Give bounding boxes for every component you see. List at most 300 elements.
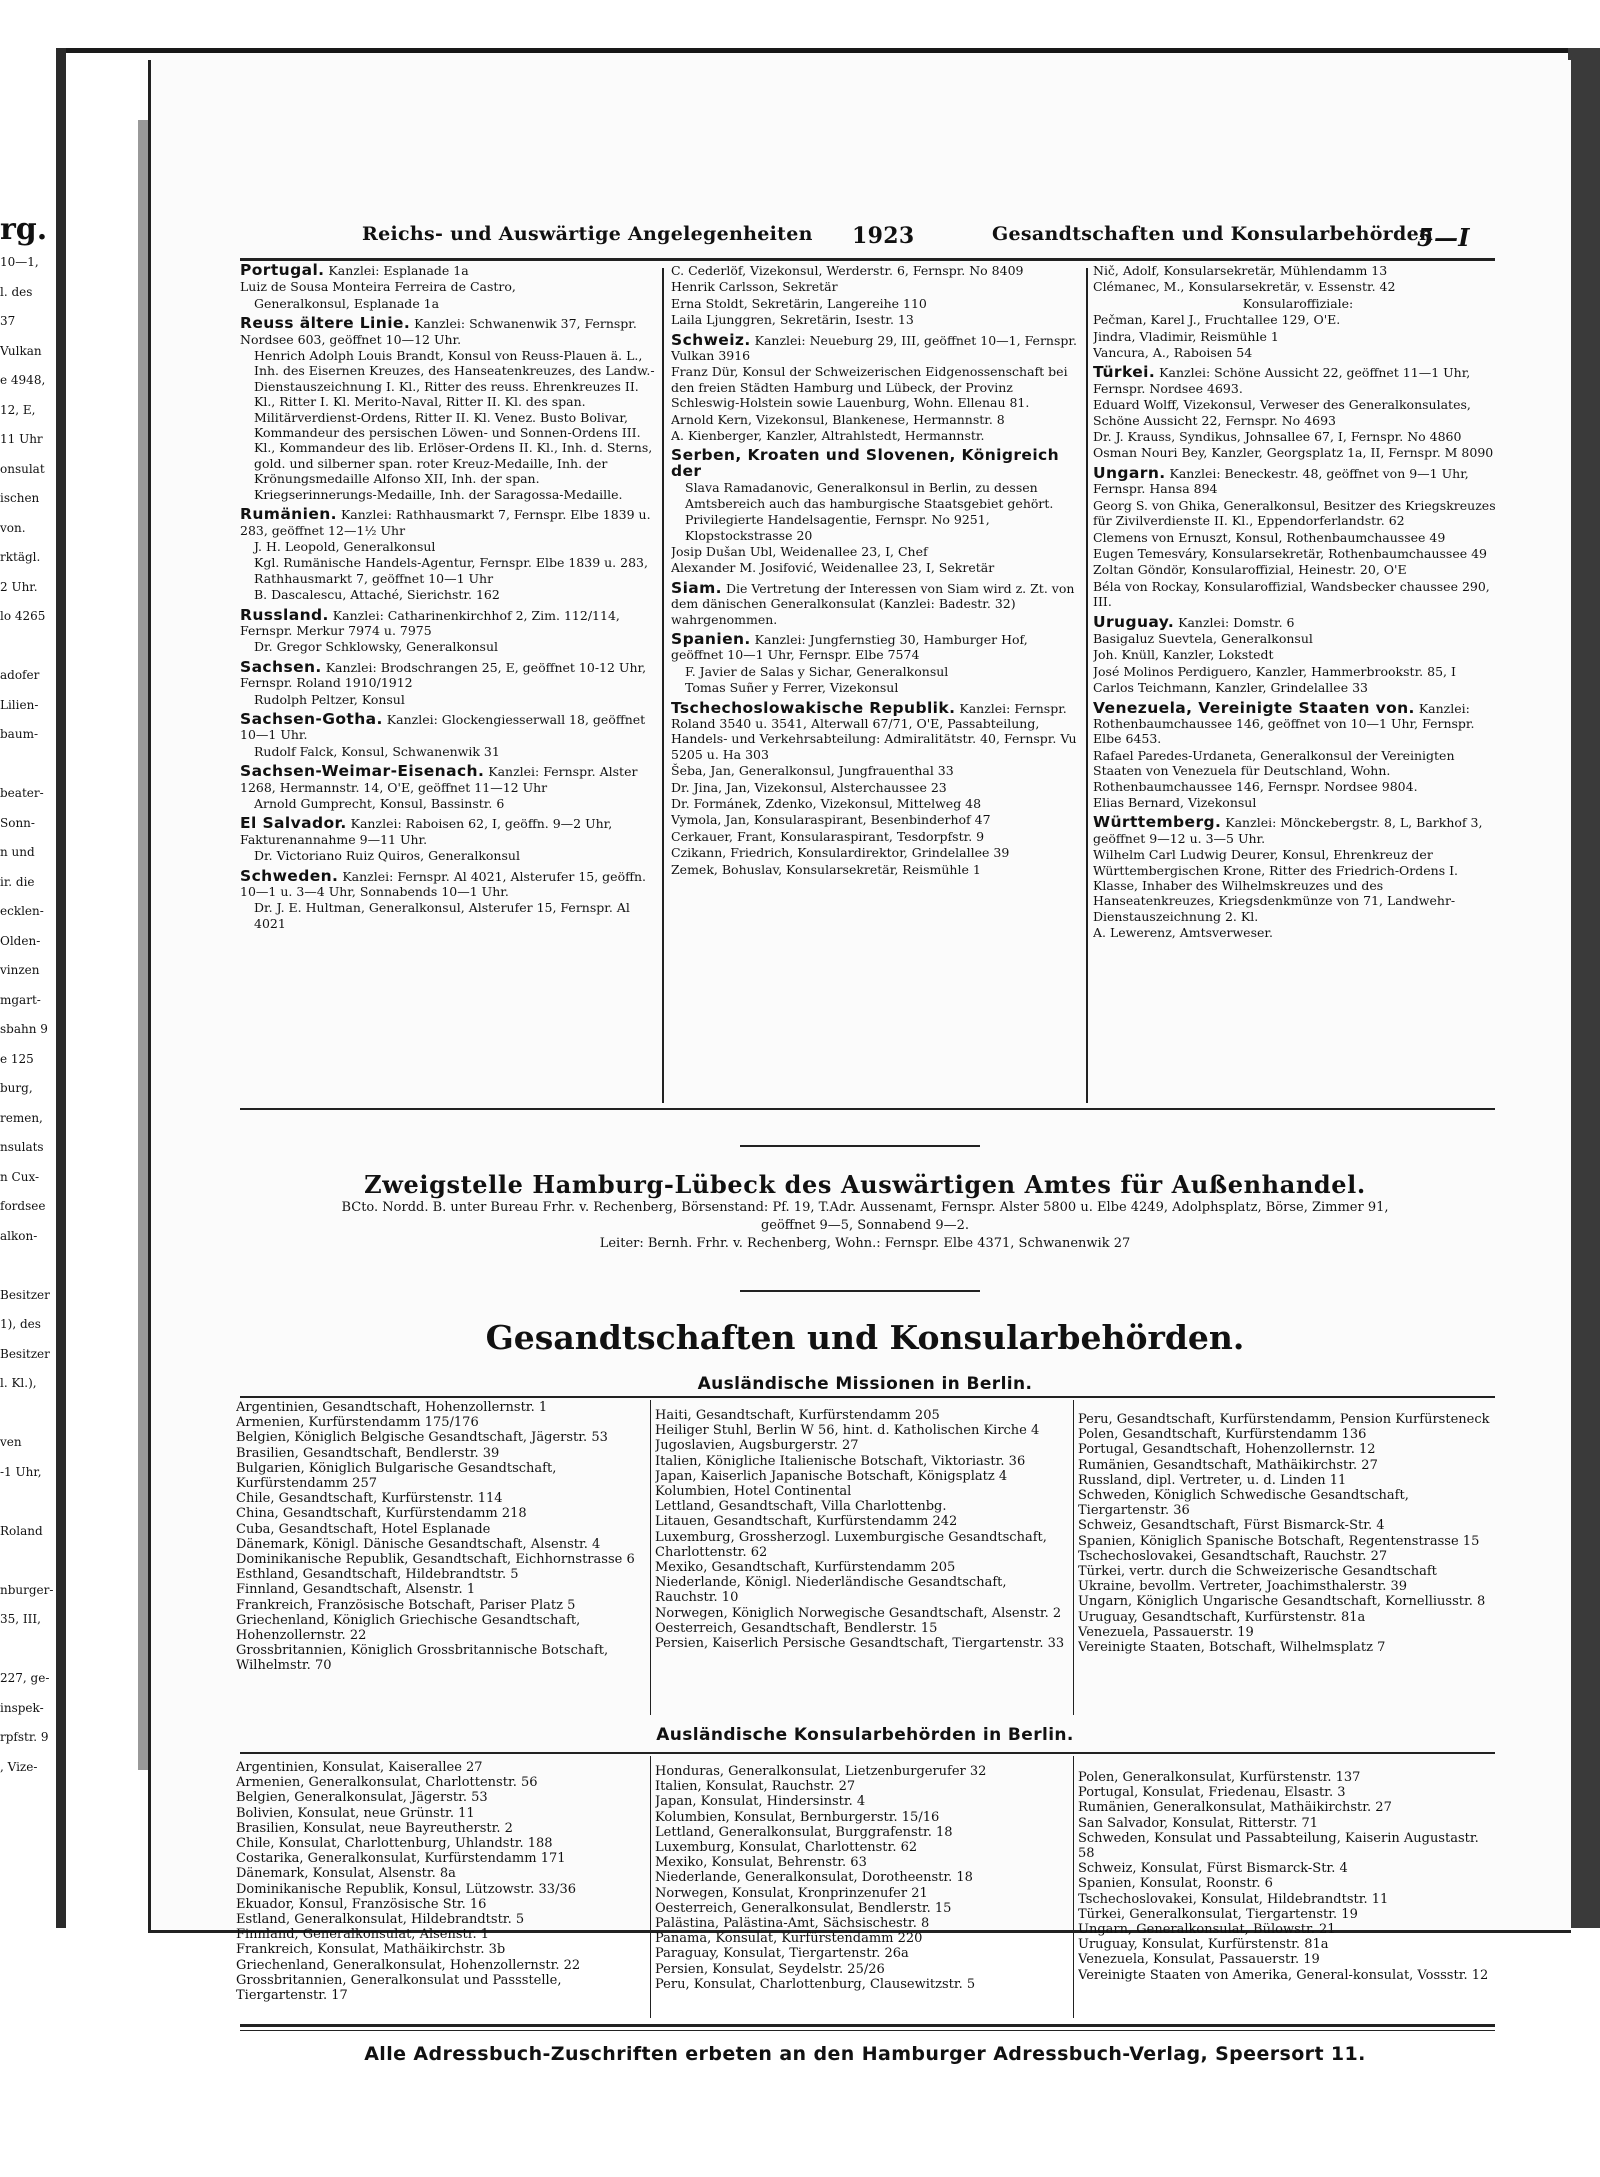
entry-text: Kanzlei: Rathhausmarkt 7, Fernspr. Elbe 1839 u. 283, geöffnet 12—1½ Uhr	[240, 507, 651, 538]
directory-entry	[240, 816, 655, 847]
mission-entry: Jugoslavien, Augsburgerstr. 27	[655, 1438, 859, 1454]
entry-text: Basigaluz Suevtela, Generalkonsul	[1093, 630, 1313, 646]
entry-text: Eduard Wolff, Vizekonsul, Verweser des Generalkonsulates, Schöne Aussicht 22, Fernspr. No 4693	[1093, 397, 1471, 428]
mission-entry: Schweden, Königlich Schwedische Gesandtschaft, Tiergartenstr. 36	[1078, 1488, 1409, 1519]
entry-text: Rafael Paredes-Urdaneta, Generalkonsul der Vereinigten Staaten von Venezuela für Deutschland, Wohn. Rothenbaumchaussee 146, Fernspr. Nordsee 9804.	[1093, 747, 1455, 794]
directory-entry	[1093, 612, 1503, 631]
konsular-column-3	[1078, 1770, 1493, 2030]
konsular-entry: Türkei, Generalkonsulat, Tiergartenstr. 19	[1078, 1906, 1358, 1922]
mission-entry: Belgien, Königlich Belgische Gesandtschaft, Jägerstr. 53	[236, 1430, 608, 1446]
strip-fragment: Olden-	[0, 933, 41, 948]
directory-entry	[671, 512, 1081, 543]
entry-text: José Molinos Perdiguero, Kanzler, Hammerbrookstr. 85, I	[1093, 663, 1456, 679]
entry-heading: Venezuela, Vereinigte Staaten von.	[1093, 698, 1415, 717]
column-divider	[1086, 268, 1088, 1103]
directory-entry	[671, 629, 1081, 663]
strip-fragment: beater-	[0, 786, 44, 800]
strip-fragment	[0, 1494, 60, 1524]
strip-fragment: e 4948,	[0, 373, 46, 387]
entry-text: B. Dascalescu, Attaché, Sierichstr. 162	[254, 587, 500, 603]
entry-text: Kanzlei: Schwanenwik 37, Fernspr. Nordsee 603, geöffnet 10—12 Uhr.	[240, 316, 637, 347]
konsular-entry: Dominikanische Republik, Konsul, Lützowstr. 33/36	[236, 1881, 576, 1897]
mission-entry: Vereinigte Staaten, Botschaft, Wilhelmsplatz 7	[1078, 1640, 1386, 1656]
directory-entry	[1093, 397, 1503, 428]
directory-entry	[671, 296, 1081, 311]
entry-text: Die Vertretung der Interessen von Siam wird z. Zt. von dem dänischen Generalkonsulat (Kanzlei: Badestr. 32) wahrgenommen.	[671, 580, 1075, 627]
mission-entry: Niederlande, Königl. Niederländische Gesandtschaft, Rauchstr. 10	[655, 1575, 1007, 1606]
strip-fragment	[0, 757, 60, 787]
directory-entry	[1093, 312, 1503, 327]
entry-heading: Sachsen-Gotha.	[240, 709, 383, 728]
entry-text: Kanzlei: Mönckebergstr. 8, L, Barkhof 3, geöffnet 9—12 u. 3—5 Uhr.	[1093, 815, 1483, 846]
strip-fragment: Roland	[0, 1523, 43, 1538]
directory-entry	[1093, 329, 1503, 344]
konsular-entry: Norwegen, Konsulat, Kronprinzenufer 21	[655, 1885, 928, 1901]
strip-fragment: 35, III,	[0, 1612, 41, 1626]
mission-entry: Peru, Gesandtschaft, Kurfürstendamm, Pension Kurfürsteneck	[1078, 1412, 1490, 1427]
strip-fragment: -1 Uhr,	[0, 1464, 42, 1479]
strip-fragment: e 125	[0, 1051, 34, 1066]
konsular-entry: Venezuela, Konsulat, Passauerstr. 19	[1078, 1952, 1320, 1968]
directory-entry	[1093, 579, 1503, 610]
entry-text: Czikann, Friedrich, Konsulardirektor, Grindelallee 39	[671, 845, 1010, 861]
directory-entry	[1093, 664, 1503, 679]
strip-fragment: vinzen	[0, 963, 40, 977]
konsular-entry: Persien, Konsulat, Seydelstr. 25/26	[655, 1961, 885, 1977]
directory-entry	[671, 698, 1081, 763]
entry-text: Rudolf Falck, Konsul, Schwanenwik 31	[254, 743, 500, 759]
directory-entry	[671, 544, 1081, 559]
directory-entry	[240, 539, 655, 554]
short-rule	[740, 1290, 980, 1292]
missions-subtitle: Ausländische Missionen in Berlin.	[697, 1374, 1033, 1394]
mission-entry: Uruguay, Gesandtschaft, Kurfürstenstr. 81a	[1078, 1609, 1366, 1625]
entry-heading: Sachsen-Weimar-Eisenach.	[240, 762, 485, 781]
konsular-entry: Griechenland, Generalkonsulat, Hohenzollernstr. 22	[236, 1957, 581, 1973]
directory-entry	[240, 744, 655, 759]
directory-entry	[1093, 815, 1503, 846]
strip-fragment: sbahn 9	[0, 1022, 48, 1036]
konsular-entry: Italien, Konsulat, Rauchstr. 27	[655, 1779, 856, 1795]
entry-text: Zemek, Bohuslav, Konsularsekretär, Reismühle 1	[671, 861, 981, 877]
entry-text: Dr. Victoriano Ruiz Quiros, Generalkonsul	[254, 848, 520, 864]
entry-heading: Württemberg.	[1093, 813, 1222, 832]
entry-text: Konsularoffiziale:	[1242, 295, 1354, 311]
konsular-entry: Uruguay, Konsulat, Kurfürstenstr. 81a	[1078, 1937, 1329, 1953]
strip-fragment: alkon-	[0, 1228, 38, 1243]
entry-text: Dr. J. E. Hultman, Generalkonsul, Alsterufer 15, Fernspr. Al 4021	[254, 900, 630, 931]
directory-entry	[240, 848, 655, 863]
entry-heading: Serben, Kroaten und Slovenen, Königreich der	[671, 446, 1060, 480]
konsular-entry: Costarika, Generalkonsulat, Kurfürstendamm 171	[236, 1851, 566, 1867]
entry-text: Dr. Gregor Schklowsky, Generalkonsul	[254, 639, 499, 655]
strip-fragment: fordsee	[0, 1199, 46, 1213]
directory-entry	[1093, 647, 1503, 662]
strip-fragment: ischen	[0, 491, 40, 505]
directory-entry	[240, 764, 655, 795]
column-left	[240, 263, 655, 1113]
strip-fragment	[0, 1406, 60, 1436]
strip-fragment: ecklen-	[0, 904, 44, 918]
directory-entry	[240, 279, 655, 294]
entry-text: Kanzlei: Raboisen 62, I, geöffn. 9—2 Uhr, Fakturenannahme 9—11 Uhr.	[240, 816, 613, 847]
mission-entry: Japan, Kaiserlich Japanische Botschaft, Königsplatz 4	[655, 1468, 1008, 1484]
konsular-entry: Grossbritannien, Generalkonsulat und Passstelle, Tiergartenstr. 17	[236, 1972, 562, 2004]
strip-fragment: ir. die	[0, 874, 35, 889]
entry-text: Carlos Teichmann, Kanzler, Grindelallee 33	[1093, 680, 1368, 696]
directory-entry	[1093, 631, 1503, 646]
directory-entry	[240, 348, 655, 502]
entry-heading: Sachsen.	[240, 657, 322, 676]
mission-entry: Brasilien, Gesandtschaft, Bendlerstr. 39	[236, 1445, 500, 1461]
strip-fragment	[0, 1642, 60, 1672]
entry-text: Erna Stoldt, Sekretärin, Langereihe 110	[671, 295, 927, 311]
directory-entry	[1093, 546, 1503, 561]
strip-fragment: onsulat	[0, 461, 45, 476]
strip-fragment: 2 Uhr.	[0, 579, 38, 594]
entry-heading: Rumänien.	[240, 505, 337, 524]
directory-entry	[671, 763, 1081, 778]
publisher-advert: Alle Adressbuch-Zuschriften erbeten an den Hamburger Adressbuch-Verlag, Speersort 11.	[364, 2043, 1366, 2065]
mission-entry: Grossbritannien, Königlich Grossbritannische Botschaft, Wilhelmstr. 70	[236, 1643, 609, 1674]
entry-text: Kanzlei: Catharinenkirchhof 2, Zim. 112/114, Fernspr. Merkur 7974 u. 7975	[240, 607, 620, 638]
directory-entry	[1093, 296, 1503, 311]
directory-entry	[1093, 795, 1503, 810]
konsular-entry: Kolumbien, Konsulat, Bernburgerstr. 15/16	[655, 1809, 940, 1825]
header-section-title: Reichs- und Auswärtige Angelegenheiten	[362, 223, 813, 245]
entry-text: Elias Bernard, Vizekonsul	[1093, 795, 1257, 810]
directory-entry	[671, 364, 1081, 410]
konsular-entry: Palästina, Palästina-Amt, Sächsischestr. 8	[655, 1916, 930, 1932]
adjacent-page-strip	[0, 210, 60, 1890]
mission-entry: China, Gesandtschaft, Kurfürstendamm 218	[236, 1506, 527, 1522]
missions-column-1	[236, 1400, 646, 1710]
mission-entry: Litauen, Gesandtschaft, Kurfürstendamm 242	[655, 1514, 958, 1530]
mission-entry: Argentinien, Gesandtschaft, Hohenzollernstr. 1	[236, 1400, 548, 1415]
mission-entry: Lettland, Gesandtschaft, Villa Charlottenbg.	[655, 1499, 947, 1515]
directory-entry	[1093, 345, 1503, 360]
directory-entry	[671, 279, 1081, 294]
mission-entry: Schweiz, Gesandtschaft, Fürst Bismarck-Str. 4	[1078, 1518, 1385, 1534]
entry-text: Kanzlei: Fernspr. Al 4021, Alsterufer 15, geöffn. 10—1 u. 3—4 Uhr, Sonnabends 10—1 Uhr.	[240, 868, 647, 900]
column-divider	[662, 268, 664, 1103]
entry-text: Laila Ljunggren, Sekretärin, Isestr. 13	[671, 312, 914, 328]
konsular-entry: Mexiko, Konsulat, Behrenstr. 63	[655, 1855, 867, 1871]
directory-entry	[240, 263, 655, 278]
strip-fragment: ven	[0, 1435, 22, 1449]
main-title: Gesandtschaften und Konsularbehörden.	[485, 1318, 1245, 1357]
entry-text: Vymola, Jan, Konsularaspirant, Besenbinderhof 47	[671, 812, 991, 828]
konsular-entry: Armenien, Generalkonsulat, Charlottenstr. 56	[236, 1775, 538, 1791]
konsular-entry: Ungarn, Generalkonsulat, Bülowstr. 21	[1078, 1922, 1336, 1938]
header-rule	[240, 258, 1495, 261]
entry-text: Zoltan Göndör, Konsularoffizial, Heinestr. 20, O'E	[1093, 562, 1407, 578]
konsular-entry: Portugal, Konsulat, Friedenau, Elsastr. 3	[1078, 1785, 1346, 1801]
directory-entry	[1093, 279, 1503, 294]
directory-entry	[671, 560, 1081, 575]
mission-entry: Tschechoslovakei, Gesandtschaft, Rauchstr. 27	[1078, 1548, 1388, 1564]
konsular-entry: Belgien, Generalkonsulat, Jägerstr. 53	[236, 1790, 488, 1806]
entry-text: Alexander M. Josifović, Weidenallee 23, I, Sekretär	[671, 560, 995, 576]
mission-entry: Haiti, Gesandtschaft, Kurfürstendamm 205	[655, 1408, 940, 1423]
entry-text: Clemens von Ernuszt, Konsul, Rothenbaumchaussee 49	[1093, 529, 1446, 545]
section-rule	[240, 1108, 1495, 1110]
directory-entry	[671, 680, 1081, 695]
konsular-entry: Tschechoslovakei, Konsulat, Hildebrandtstr. 11	[1078, 1891, 1389, 1907]
short-rule	[740, 1145, 980, 1147]
strip-fragment: , Vize-	[0, 1759, 38, 1774]
strip-fragment: von.	[0, 520, 26, 535]
directory-entry	[1093, 429, 1503, 444]
directory-entry	[671, 780, 1081, 795]
konsular-entry: Vereinigte Staaten von Amerika, General-konsulat, Vossstr. 12	[1078, 1967, 1489, 1983]
entry-text: Kanzlei: Glockengiesserwall 18, geöffnet 10—1 Uhr.	[240, 711, 646, 743]
directory-entry	[671, 312, 1081, 327]
entry-text: J. H. Leopold, Generalkonsul	[254, 538, 436, 554]
column-divider	[1073, 1400, 1074, 1715]
strip-fragment: 37	[0, 314, 16, 328]
konsular-entry: Niederlande, Generalkonsulat, Dorotheenstr. 18	[655, 1870, 973, 1886]
mission-entry: Kolumbien, Hotel Continental	[655, 1484, 852, 1500]
directory-entry	[1093, 680, 1503, 695]
strip-fragment: rktägl.	[0, 550, 41, 564]
entry-text: Kanzlei: Rothenbaumchaussee 146, geöffnet von 10—1 Uhr, Fernspr. Elbe 6453.	[1093, 700, 1475, 747]
mission-entry: Russland, dipl. Vertreter, u. d. Linden 11	[1078, 1472, 1347, 1488]
section-rule	[240, 1396, 1495, 1398]
konsular-entry: Luxemburg, Konsulat, Charlottenstr. 62	[655, 1840, 918, 1856]
mission-entry: Portugal, Gesandtschaft, Hohenzollernstr. 12	[1078, 1442, 1376, 1458]
header-chapter-title: Gesandtschaften und Konsularbehörden	[992, 223, 1434, 245]
footer-rule-thin	[240, 2030, 1495, 2031]
entry-heading: Schweiz.	[671, 330, 751, 349]
konsular-entry: Paraguay, Konsulat, Tiergartenstr. 26a	[655, 1946, 909, 1962]
konsular-entry: Bolivien, Konsulat, neue Grünstr. 11	[236, 1805, 475, 1821]
mission-entry: Chile, Gesandtschaft, Kurfürstenstr. 114	[236, 1491, 503, 1507]
strip-fragment: Vulkan	[0, 343, 42, 358]
konsular-entry: Lettland, Generalkonsulat, Burggrafenstr. 18	[655, 1824, 953, 1840]
directory-entry	[671, 578, 1081, 627]
entry-text: C. Cederlöf, Vizekonsul, Werderstr. 6, Fernspr. No 8409	[671, 263, 1024, 278]
entry-text: Wilhelm Carl Ludwig Deurer, Konsul, Ehrenkreuz der Württembergischen Krone, Ritter des Friedrich-Ordens I. Klasse, Inhaber des Wilhelmskreuzes und des Hanseatenkreuzes, Kriegsdenkmünze von 71, Landwehr-Dienstauszeichnung 2. Kl.	[1093, 847, 1459, 924]
directory-entry	[671, 263, 1081, 278]
entry-text: Privilegierte Handelsagentie, Fernspr. No 9251, Klopstockstrasse 20	[685, 512, 990, 543]
entry-text: Clémanec, M., Konsularsekretär, v. Essenstr. 42	[1093, 279, 1396, 295]
konsular-entry: Oesterreich, Generalkonsulat, Bendlerstr. 15	[655, 1900, 952, 1916]
strip-fragment: l. Kl.),	[0, 1376, 37, 1390]
konsular-subtitle: Ausländische Konsularbehörden in Berlin.	[656, 1725, 1074, 1745]
strip-fragment: Besitzer	[0, 1287, 50, 1302]
mission-entry: Luxemburg, Grossherzogl. Luxemburgische Gesandtschaft, Charlottenstr. 62	[655, 1529, 1047, 1560]
directory-entry	[240, 657, 655, 691]
directory-entry	[240, 692, 655, 707]
directory-entry	[671, 845, 1081, 860]
strip-fragment: 1), des	[0, 1317, 41, 1331]
directory-entry	[240, 296, 655, 311]
entry-heading: Tschechoslowakische Republik.	[671, 698, 956, 717]
mission-entry: Ukraine, bevollm. Vertreter, Joachimsthalerstr. 39	[1078, 1579, 1408, 1595]
entry-text: Henrik Carlsson, Sekretär	[671, 279, 838, 295]
directory-entry	[1093, 530, 1503, 545]
strip-fragment: Besitzer	[0, 1346, 50, 1361]
konsular-entry: Dänemark, Konsulat, Alsenstr. 8a	[236, 1866, 456, 1882]
konsular-entry: Estland, Generalkonsulat, Hildebrandtstr. 5	[236, 1912, 525, 1928]
entry-text: A. Lewerenz, Amtsverweser.	[1093, 925, 1273, 941]
entry-heading: Schweden.	[240, 866, 339, 885]
strip-fragment: remen,	[0, 1110, 43, 1125]
entry-text: Arnold Gumprecht, Konsul, Bassinstr. 6	[254, 796, 505, 811]
directory-entry	[671, 812, 1081, 827]
strip-fragment: 12, E,	[0, 402, 36, 417]
entry-text: F. Javier de Salas y Sichar, Generalkonsul	[685, 663, 949, 679]
mission-entry: Dominikanische Republik, Gesandtschaft, Eichhornstrasse 6	[236, 1552, 635, 1568]
column-right	[1093, 263, 1503, 1113]
mission-entry: Bulgarien, Königlich Bulgarische Gesandtschaft, Kurfürstendamm 257	[236, 1460, 557, 1492]
directory-entry	[1093, 925, 1503, 940]
entry-text: Pečman, Karel J., Fruchtallee 129, O'E.	[1093, 312, 1341, 328]
strip-fragment: n und	[0, 845, 35, 859]
entry-text: Cerkauer, Frant, Konsularaspirant, Tesdorpfstr. 9	[671, 828, 985, 844]
entry-heading: Spanien.	[671, 629, 751, 648]
mission-entry: Frankreich, Französische Botschaft, Pariser Platz 5	[236, 1597, 576, 1613]
directory-entry	[1093, 263, 1503, 278]
directory-entry	[240, 796, 655, 811]
entry-text: Kanzlei: Esplanade 1a	[324, 263, 469, 278]
strip-fragment: Sonn-	[0, 815, 35, 830]
directory-entry	[240, 866, 655, 900]
entry-heading: Ungarn.	[1093, 463, 1166, 482]
column-divider	[650, 1400, 651, 1715]
entry-text: Luiz de Sousa Monteira Ferreira de Castro,	[240, 279, 516, 295]
directory-entry	[671, 480, 1081, 511]
strip-fragment: baum-	[0, 727, 38, 741]
scan-top-border	[56, 48, 1600, 53]
directory-entry	[240, 555, 655, 586]
directory-entry	[1093, 445, 1503, 460]
directory-entry	[671, 412, 1081, 427]
directory-entry	[1093, 562, 1503, 577]
directory-entry	[1093, 698, 1503, 747]
strip-fragment: adofer	[0, 668, 40, 682]
zweigstelle-leader: Leiter: Bernh. Frhr. v. Rechenberg, Wohn.: Fernspr. Elbe 4371, Schwanenwik 27	[599, 1236, 1131, 1251]
footer-rule	[240, 2024, 1495, 2027]
strip-fragment: n Cux-	[0, 1169, 40, 1184]
konsular-entry: Argentinien, Konsulat, Kaiserallee 27	[236, 1760, 483, 1775]
strip-fragment: Lilien-	[0, 697, 39, 712]
konsular-entry: Japan, Konsulat, Hindersinstr. 4	[655, 1794, 866, 1810]
strip-fragment	[0, 1553, 60, 1583]
konsular-entry: Frankreich, Konsulat, Mathäikirchstr. 3b	[236, 1942, 506, 1958]
entry-heading: Uruguay.	[1093, 612, 1175, 631]
strip-fragment	[0, 639, 60, 669]
column-divider	[650, 1756, 651, 2018]
directory-entry	[240, 507, 655, 538]
entry-text: Dr. Formánek, Zdenko, Vizekonsul, Mittelweg 48	[671, 796, 982, 811]
konsular-entry: Rumänien, Generalkonsulat, Mathäikirchstr. 27	[1078, 1800, 1392, 1816]
mission-entry: Heiliger Stuhl, Berlin W 56, hint. d. Katholischen Kirche 4	[655, 1423, 1040, 1439]
entry-text: Kanzlei: Fernspr. Alster 1268, Hermannstr. 14, O'E, geöffnet 11—12 Uhr	[240, 764, 638, 795]
mission-entry: Polen, Gesandtschaft, Kurfürstendamm 136	[1078, 1427, 1367, 1443]
directory-entry	[240, 316, 655, 347]
running-header	[212, 223, 1487, 255]
konsular-entry: Ekuador, Konsul, Französische Str. 16	[236, 1896, 487, 1912]
entry-text: Henrich Adolph Louis Brandt, Konsul von Reuss-Plauen ä. L., Inh. des Eisernen Kreuzes, des Hanseatenkreuzes, des Landw.-Dienstauszeichnung I. Kl., Ritter des reuss. Ehrenkreuzes II. Kl., Ritter I. Kl. Merito-Naval, Ritter II. Kl. des span. Militärverdienst-Ordens, Ritter II. Kl. Venez. Busto Bolivar, Kommandeur des persischen Löwen- und Sonnen-Ordens III. Kl., Kommandeur des lib. Erlöser-Ordens II. Kl., Inh. d. Sterns, gold. und silberner span. roter Kreuz-Medaille, Inh. der Krönungsmedaille Alfonso XII, Inh. der span. Kriegserinnerungs-Medaille, Inh. der Saragossa-Medaille.	[254, 348, 655, 502]
entry-text: A. Kienberger, Kanzler, Altrahlstedt, Hermannstr.	[671, 428, 985, 444]
mission-entry: Armenien, Kurfürstendamm 175/176	[236, 1415, 479, 1431]
entry-text: Josip Dušan Ubl, Weidenallee 23, I, Chef	[671, 543, 928, 559]
directory-entry	[671, 664, 1081, 679]
mission-entry: Dänemark, Königl. Dänische Gesandtschaft, Alsenstr. 4	[236, 1536, 601, 1552]
strip-fragment: nsulats	[0, 1140, 44, 1154]
entry-text: Slava Ramadanovic, Generalkonsul in Berlin, zu dessen Amtsbereich auch das hamburgische Staatsgebiet gehört.	[685, 480, 1054, 511]
konsular-column-2	[655, 1764, 1070, 2024]
directory-entry	[1093, 463, 1503, 497]
entry-text: Kgl. Rumänische Handels-Agentur, Fernspr. Elbe 1839 u. 283, Rathhausmarkt 7, geöffnet 10—1 Uhr	[254, 555, 648, 586]
mission-entry: Rumänien, Gesandtschaft, Mathäikirchstr. 27	[1078, 1457, 1378, 1473]
mission-entry: Esthland, Gesandtschaft, Hildebrandtstr. 5	[236, 1567, 519, 1583]
entry-text: Kanzlei: Brodschrangen 25, E, geöffnet 10-12 Uhr, Fernspr. Roland 1910/1912	[240, 659, 647, 691]
entry-text: Šeba, Jan, Generalkonsul, Jungfrauenthal 33	[671, 763, 954, 779]
konsular-column-1	[236, 1760, 646, 2020]
directory-entry	[671, 448, 1081, 479]
directory-entry	[240, 709, 655, 743]
directory-entry	[671, 862, 1081, 877]
entry-text: Dr. J. Krauss, Syndikus, Johnsallee 67, I, Fernspr. No 4860	[1093, 429, 1462, 445]
entry-text: Rudolph Peltzer, Konsul	[254, 691, 405, 707]
section-rule	[240, 1752, 1495, 1754]
strip-fragment: nburger-	[0, 1582, 54, 1597]
entry-text: Kanzlei: Neueburg 29, III, geöffnet 10—1, Fernspr. Vulkan 3916	[671, 332, 1077, 364]
mission-entry: Persien, Kaiserlich Persische Gesandtschaft, Tiergartenstr. 33	[655, 1636, 1065, 1652]
strip-fragment: rg.	[0, 212, 48, 247]
directory-entry	[1093, 847, 1503, 924]
mission-entry: Italien, Königliche Italienische Botschaft, Viktoriastr. 36	[655, 1453, 1026, 1469]
konsular-entry: Schweiz, Konsulat, Fürst Bismarck-Str. 4	[1078, 1861, 1348, 1877]
strip-fragment: mgart-	[0, 992, 41, 1007]
zweigstelle-hours: geöffnet 9—5, Sonnabend 9—2.	[760, 1218, 970, 1233]
entry-text: Nič, Adolf, Konsularsekretär, Mühlendamm 13	[1093, 263, 1388, 278]
strip-fragment: burg,	[0, 1081, 33, 1095]
entry-text: Dr. Jina, Jan, Vizekonsul, Alsterchaussee 23	[671, 779, 947, 795]
strip-fragment: rpfstr. 9	[0, 1730, 49, 1744]
strip-fragment: 227, ge-	[0, 1671, 50, 1685]
zweigstelle-title: Zweigstelle Hamburg-Lübeck des Auswärtigen Amtes für Außenhandel.	[364, 1170, 1366, 1199]
entry-text: Béla von Rockay, Konsularoffizial, Wandsbecker chaussee 290, III.	[1093, 578, 1490, 610]
entry-heading: Türkei.	[1093, 363, 1156, 382]
konsular-entry: Panama, Konsulat, Kurfürstendamm 220	[655, 1931, 923, 1947]
entry-text: Tomas Suñer y Ferrer, Vizekonsul	[685, 680, 899, 696]
mission-entry: Griechenland, Königlich Griechische Gesandtschaft, Hohenzollernstr. 22	[236, 1612, 581, 1644]
directory-entry	[240, 900, 655, 931]
entry-heading: Portugal.	[240, 263, 325, 279]
entry-heading: Siam.	[671, 578, 722, 597]
zweigstelle-address: BCto. Nordd. B. unter Bureau Frhr. v. Rechenberg, Börsenstand: Pf. 19, T.Adr. Aussenamt, Fernspr. Alster 5800 u. Elbe 4249, Adolphsplatz, Börse, Zimmer 91,	[341, 1200, 1389, 1215]
strip-fragment	[0, 1258, 60, 1288]
entry-text: Georg S. von Ghika, Generalkonsul, Besitzer des Kriegskreuzes für Zivilverdienste II. Kl., Eppendorferlandstr. 62	[1093, 497, 1496, 529]
entry-text: Generalkonsul, Esplanade 1a	[254, 295, 440, 311]
mission-entry: Türkei, vertr. durch die Schweizerische Gesandtschaft	[1078, 1564, 1437, 1580]
directory-entry	[1093, 498, 1503, 529]
konsular-entry: Honduras, Generalkonsulat, Lietzenburgerufer 32	[655, 1764, 987, 1779]
directory-entry	[240, 587, 655, 602]
konsular-entry: Chile, Konsulat, Charlottenburg, Uhlandstr. 188	[236, 1836, 553, 1852]
entry-text: Eugen Temesváry, Konsularsekretär, Rothenbaumchaussee 49	[1093, 545, 1487, 561]
column-middle	[671, 263, 1081, 1113]
konsular-entry: San Salvador, Konsulat, Ritterstr. 71	[1078, 1815, 1319, 1831]
directory-entry	[1093, 365, 1503, 396]
directory-entry	[240, 639, 655, 654]
entry-text: Joh. Knüll, Kanzler, Lokstedt	[1093, 647, 1274, 663]
column-divider	[1073, 1756, 1074, 2018]
